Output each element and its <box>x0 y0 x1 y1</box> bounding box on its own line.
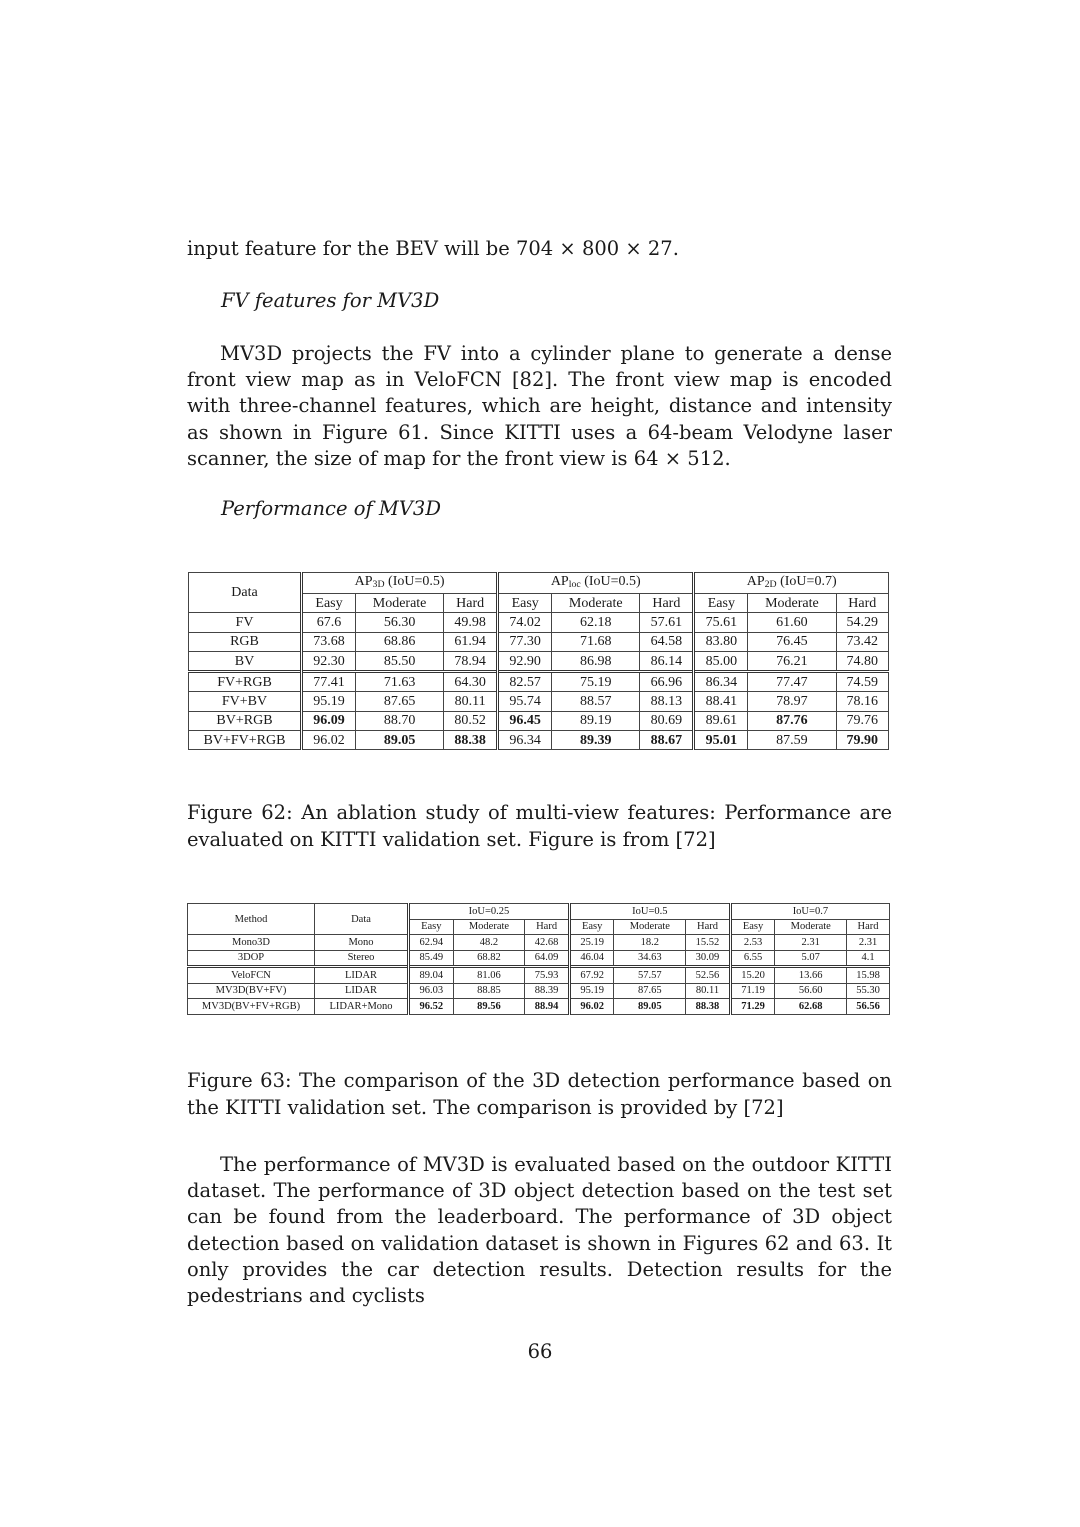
t2-value-cell: 88.39 <box>525 983 570 999</box>
t1-value-cell: 73.68 <box>302 632 356 651</box>
t2-difficulty-header: Easy <box>730 919 775 935</box>
t1-value-cell: 49.98 <box>444 613 498 632</box>
t1-data-cell: RGB <box>189 632 302 651</box>
t2-data-cell: LIDAR+Mono <box>315 999 409 1015</box>
t2-value-cell: 80.11 <box>686 983 731 999</box>
t1-difficulty-header: Easy <box>694 594 748 613</box>
t1-value-cell: 75.61 <box>694 613 748 632</box>
table-row <box>188 999 890 1015</box>
table-row <box>188 983 890 999</box>
t2-value-cell: 85.49 <box>409 950 454 967</box>
t2-data-cell: Mono <box>315 935 409 951</box>
t1-value-cell: 85.50 <box>356 651 444 671</box>
t2-value-cell: 15.52 <box>686 935 731 951</box>
t1-value-cell: 61.60 <box>748 613 836 632</box>
t2-value-cell: 88.94 <box>525 999 570 1015</box>
t1-value-cell: 88.41 <box>694 692 748 711</box>
t1-difficulty-header: Moderate <box>356 594 444 613</box>
t1-value-cell: 78.16 <box>836 692 889 711</box>
t2-value-cell: 88.38 <box>686 999 731 1015</box>
t2-value-cell: 71.29 <box>730 999 775 1015</box>
t1-value-cell: 87.76 <box>748 711 836 730</box>
t2-value-cell: 88.85 <box>453 983 525 999</box>
t1-value-cell: 71.68 <box>552 632 640 651</box>
t1-value-cell: 76.21 <box>748 651 836 671</box>
table1-group-header: $AP_{2D}$ (IoU=0.7) <box>694 573 889 594</box>
table-row <box>188 967 890 984</box>
t1-value-cell: 54.29 <box>836 613 889 632</box>
t2-value-cell: 42.68 <box>525 935 570 951</box>
t1-value-cell: 86.14 <box>640 651 694 671</box>
t2-difficulty-header: Hard <box>686 919 731 935</box>
t1-value-cell: 74.59 <box>836 672 889 692</box>
figure-63-caption: Figure 63: The comparison of the 3D detection performance based on the KITTI validation set. The comparison is provided by [72] <box>187 1069 892 1119</box>
t1-value-cell: 80.69 <box>640 711 694 730</box>
t1-value-cell: 88.38 <box>444 731 498 750</box>
subheading-performance: Performance of MV3D <box>221 497 441 520</box>
t1-value-cell: 85.00 <box>694 651 748 671</box>
t1-difficulty-header: Hard <box>640 594 694 613</box>
t2-method-cell: VeloFCN <box>188 967 315 984</box>
t1-value-cell: 75.19 <box>552 672 640 692</box>
table2-data-header: Data <box>315 904 409 935</box>
t1-value-cell: 73.42 <box>836 632 889 651</box>
t1-value-cell: 80.52 <box>444 711 498 730</box>
t1-value-cell: 95.19 <box>302 692 356 711</box>
t1-value-cell: 79.90 <box>836 731 889 750</box>
t2-method-cell: MV3D(BV+FV) <box>188 983 315 999</box>
t1-value-cell: 89.05 <box>356 731 444 750</box>
t1-value-cell: 88.70 <box>356 711 444 730</box>
t1-value-cell: 74.80 <box>836 651 889 671</box>
table1-group-header: $AP_{3D}$ (IoU=0.5) <box>302 573 498 594</box>
table-row <box>189 672 889 692</box>
t2-value-cell: 2.53 <box>730 935 775 951</box>
t2-method-cell: 3DOP <box>188 950 315 967</box>
t2-method-cell: Mono3D <box>188 935 315 951</box>
t2-value-cell: 30.09 <box>686 950 731 967</box>
t2-difficulty-header: Moderate <box>453 919 525 935</box>
t2-value-cell: 95.19 <box>569 983 614 999</box>
t1-value-cell: 89.39 <box>552 731 640 750</box>
t2-difficulty-header: Easy <box>569 919 614 935</box>
table1-group-header: $AP_{loc}$ (IoU=0.5) <box>498 573 694 594</box>
t1-value-cell: 64.30 <box>444 672 498 692</box>
t2-value-cell: 2.31 <box>847 935 890 951</box>
t2-difficulty-header: Moderate <box>775 919 847 935</box>
t2-value-cell: 18.2 <box>614 935 686 951</box>
t1-value-cell: 82.57 <box>498 672 552 692</box>
t2-value-cell: 13.66 <box>775 967 847 984</box>
t1-value-cell: 78.97 <box>748 692 836 711</box>
t1-difficulty-header: Easy <box>302 594 356 613</box>
t2-difficulty-header: Hard <box>525 919 570 935</box>
t1-value-cell: 56.30 <box>356 613 444 632</box>
t1-value-cell: 77.41 <box>302 672 356 692</box>
t2-data-cell: LIDAR <box>315 967 409 984</box>
t1-data-cell: BV+RGB <box>189 711 302 730</box>
t1-value-cell: 76.45 <box>748 632 836 651</box>
t2-value-cell: 62.68 <box>775 999 847 1015</box>
t1-value-cell: 88.57 <box>552 692 640 711</box>
t1-value-cell: 86.34 <box>694 672 748 692</box>
t1-difficulty-header: Moderate <box>552 594 640 613</box>
comparison-table <box>187 903 890 1015</box>
t2-value-cell: 96.52 <box>409 999 454 1015</box>
t1-value-cell: 62.18 <box>552 613 640 632</box>
t2-value-cell: 52.56 <box>686 967 731 984</box>
t1-value-cell: 96.45 <box>498 711 552 730</box>
t1-value-cell: 88.67 <box>640 731 694 750</box>
t1-value-cell: 87.59 <box>748 731 836 750</box>
t1-value-cell: 87.65 <box>356 692 444 711</box>
figure-62-caption: Figure 62: An ablation study of multi-view features: Performance are evaluated on KITTI validation set. Figure is from [72] <box>187 801 892 851</box>
t2-value-cell: 96.03 <box>409 983 454 999</box>
t2-data-cell: LIDAR <box>315 983 409 999</box>
t2-value-cell: 34.63 <box>614 950 686 967</box>
table2-group-header: IoU=0.25 <box>409 904 570 920</box>
t2-value-cell: 67.92 <box>569 967 614 984</box>
paragraph-bev-input: input feature for the BEV will be 704 × 800 × 27. <box>187 237 679 260</box>
t2-value-cell: 89.05 <box>614 999 686 1015</box>
t2-value-cell: 87.65 <box>614 983 686 999</box>
t1-value-cell: 95.01 <box>694 731 748 750</box>
t1-value-cell: 83.80 <box>694 632 748 651</box>
t2-value-cell: 5.07 <box>775 950 847 967</box>
t2-value-cell: 64.09 <box>525 950 570 967</box>
table2-group-header: IoU=0.7 <box>730 904 889 920</box>
t1-value-cell: 89.19 <box>552 711 640 730</box>
t1-value-cell: 68.86 <box>356 632 444 651</box>
t1-value-cell: 95.74 <box>498 692 552 711</box>
t1-value-cell: 78.94 <box>444 651 498 671</box>
t1-value-cell: 66.96 <box>640 672 694 692</box>
t1-data-cell: FV+BV <box>189 692 302 711</box>
t2-value-cell: 96.02 <box>569 999 614 1015</box>
t1-value-cell: 89.61 <box>694 711 748 730</box>
table-row <box>189 711 889 730</box>
t2-difficulty-header: Easy <box>409 919 454 935</box>
t1-value-cell: 71.63 <box>356 672 444 692</box>
t1-value-cell: 92.90 <box>498 651 552 671</box>
t1-value-cell: 96.02 <box>302 731 356 750</box>
t1-value-cell: 92.30 <box>302 651 356 671</box>
t2-method-cell: MV3D(BV+FV+RGB) <box>188 999 315 1015</box>
t1-data-cell: FV+RGB <box>189 672 302 692</box>
t1-data-cell: FV <box>189 613 302 632</box>
t1-value-cell: 77.30 <box>498 632 552 651</box>
t2-value-cell: 25.19 <box>569 935 614 951</box>
t2-value-cell: 71.19 <box>730 983 775 999</box>
ablation-table <box>188 572 889 750</box>
table-row <box>188 950 890 967</box>
t1-value-cell: 79.76 <box>836 711 889 730</box>
t1-value-cell: 61.94 <box>444 632 498 651</box>
subheading-fv-features: FV features for MV3D <box>221 289 440 312</box>
t2-difficulty-header: Hard <box>847 919 890 935</box>
t2-value-cell: 81.06 <box>453 967 525 984</box>
t2-value-cell: 55.30 <box>847 983 890 999</box>
t1-data-cell: BV+FV+RGB <box>189 731 302 750</box>
t1-value-cell: 96.34 <box>498 731 552 750</box>
t2-value-cell: 89.56 <box>453 999 525 1015</box>
t2-value-cell: 46.04 <box>569 950 614 967</box>
table-row <box>189 731 889 750</box>
t1-difficulty-header: Hard <box>836 594 889 613</box>
t2-value-cell: 56.56 <box>847 999 890 1015</box>
t2-value-cell: 4.1 <box>847 950 890 967</box>
t2-value-cell: 2.31 <box>775 935 847 951</box>
paragraph-fv-features: MV3D projects the FV into a cylinder plane to generate a dense front view map as in VeloFCN [82]. The front view map is encoded with three-channel features, which are height, distance and intensity as shown in Figure 61. Since KITTI uses a 64-beam Velodyne laser scanner, the size of map for the front view is 64 × 512. <box>187 342 892 470</box>
page-number: 66 <box>527 1340 553 1363</box>
t1-value-cell: 74.02 <box>498 613 552 632</box>
table-row <box>189 651 889 671</box>
table-row <box>189 613 889 632</box>
t1-value-cell: 86.98 <box>552 651 640 671</box>
t1-difficulty-header: Easy <box>498 594 552 613</box>
table-row <box>189 692 889 711</box>
t1-value-cell: 64.58 <box>640 632 694 651</box>
t1-difficulty-header: Moderate <box>748 594 836 613</box>
table2-group-header: IoU=0.5 <box>569 904 730 920</box>
table-row <box>189 632 889 651</box>
t2-difficulty-header: Moderate <box>614 919 686 935</box>
t2-value-cell: 62.94 <box>409 935 454 951</box>
t2-value-cell: 75.93 <box>525 967 570 984</box>
t2-data-cell: Stereo <box>315 950 409 967</box>
paragraph-performance: The performance of MV3D is evaluated based on the outdoor KITTI dataset. The performance of 3D object detection based on the test set can be found from the leaderboard. The performance of 3D object detection based on validation dataset is shown in Figures 62 and 63. It only provides the car detection results. Detection results for the pedestrians and cyclists <box>187 1153 892 1308</box>
t2-value-cell: 89.04 <box>409 967 454 984</box>
t2-value-cell: 56.60 <box>775 983 847 999</box>
table-row <box>188 935 890 951</box>
t2-value-cell: 15.98 <box>847 967 890 984</box>
table1-data-header: Data <box>189 573 302 613</box>
t1-difficulty-header: Hard <box>444 594 498 613</box>
t1-value-cell: 88.13 <box>640 692 694 711</box>
t1-value-cell: 80.11 <box>444 692 498 711</box>
table2-method-header: Method <box>188 904 315 935</box>
t2-value-cell: 15.20 <box>730 967 775 984</box>
t1-value-cell: 96.09 <box>302 711 356 730</box>
t2-value-cell: 48.2 <box>453 935 525 951</box>
t2-value-cell: 57.57 <box>614 967 686 984</box>
t1-value-cell: 77.47 <box>748 672 836 692</box>
t1-data-cell: BV <box>189 651 302 671</box>
t2-value-cell: 6.55 <box>730 950 775 967</box>
t1-value-cell: 67.6 <box>302 613 356 632</box>
t2-value-cell: 68.82 <box>453 950 525 967</box>
t1-value-cell: 57.61 <box>640 613 694 632</box>
